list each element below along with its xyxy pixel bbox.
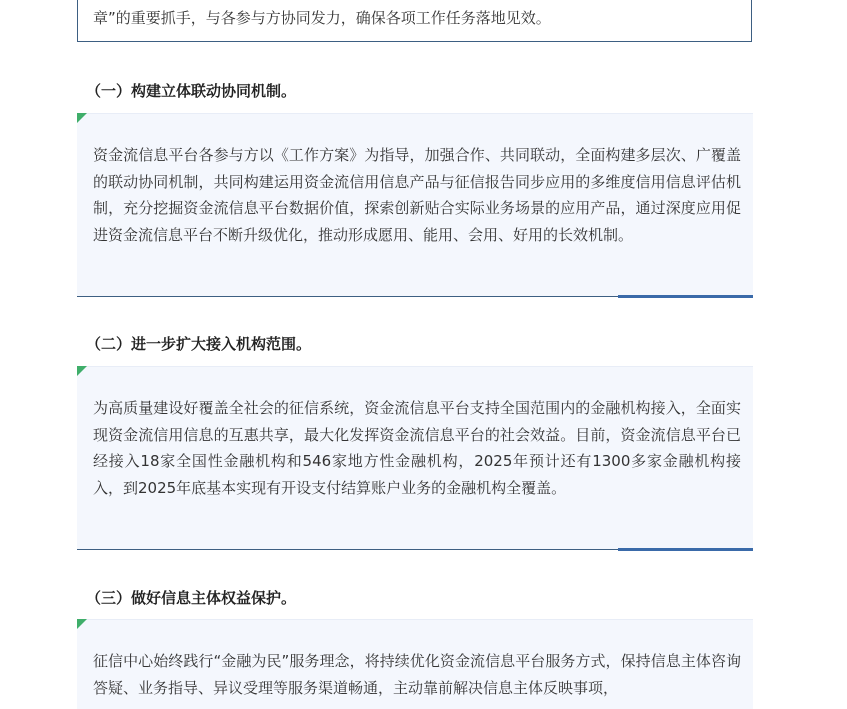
card-top-border [77,113,753,114]
section-heading-1: （一）构建立体联动协同机制。 [86,82,297,100]
section-heading-2: （二）进一步扩大接入机构范围。 [86,335,312,353]
section-body-2: 为高质量建设好覆盖全社会的征信系统，资金流信息平台支持全国范围内的金融机构接入，全面实现资金流信用信息的互惠共享，最大化发挥资金流信息平台的社会效益。目前，资金流信息平台已经接入18家全国性金融机构和546家地方性金融机构，2025年预计还有1300多家金融机构接入，到2025年底基本实现有开设支付结算账户业务的金融机构全覆盖。 [93,399,741,497]
intro-box [77,0,752,42]
corner-marker-icon [77,366,87,376]
section-card-1 [77,113,753,297]
section-body-1: 资金流信息平台各参与方以《工作方案》为指导，加强合作、共同联动，全面构建多层次、广覆盖的联动协同机制，共同构建运用资金流信用信息产品与征信报告同步应用的多维度信用信息评估机制，充分挖掘资金流信息平台数据价值，探索创新贴合实际业务场景的应用产品，通过深度应用促进资金流信息平台不断升级优化，推动形成愿用、能用、会用、好用的长效机制。 [93,146,741,244]
section-body-3: 征信中心始终践行“金融为民”服务理念，将持续优化资金流信息平台服务方式，保持信息主体咨询答疑、业务指导、异议受理等服务渠道畅通，主动靠前解决信息主体反映事项， [93,652,741,697]
section-heading-3: （三）做好信息主体权益保护。 [86,589,297,607]
intro-text: 章”的重要抓手，与各参与方协同发力，确保各项工作任务落地见效。 [93,9,551,27]
card-top-border [77,619,753,620]
card-accent-bar [618,548,753,551]
card-top-border [77,366,753,367]
section-card-2 [77,366,753,550]
section-card-3 [77,619,753,709]
corner-marker-icon [77,619,87,629]
card-accent-bar [618,295,753,298]
corner-marker-icon [77,113,87,123]
